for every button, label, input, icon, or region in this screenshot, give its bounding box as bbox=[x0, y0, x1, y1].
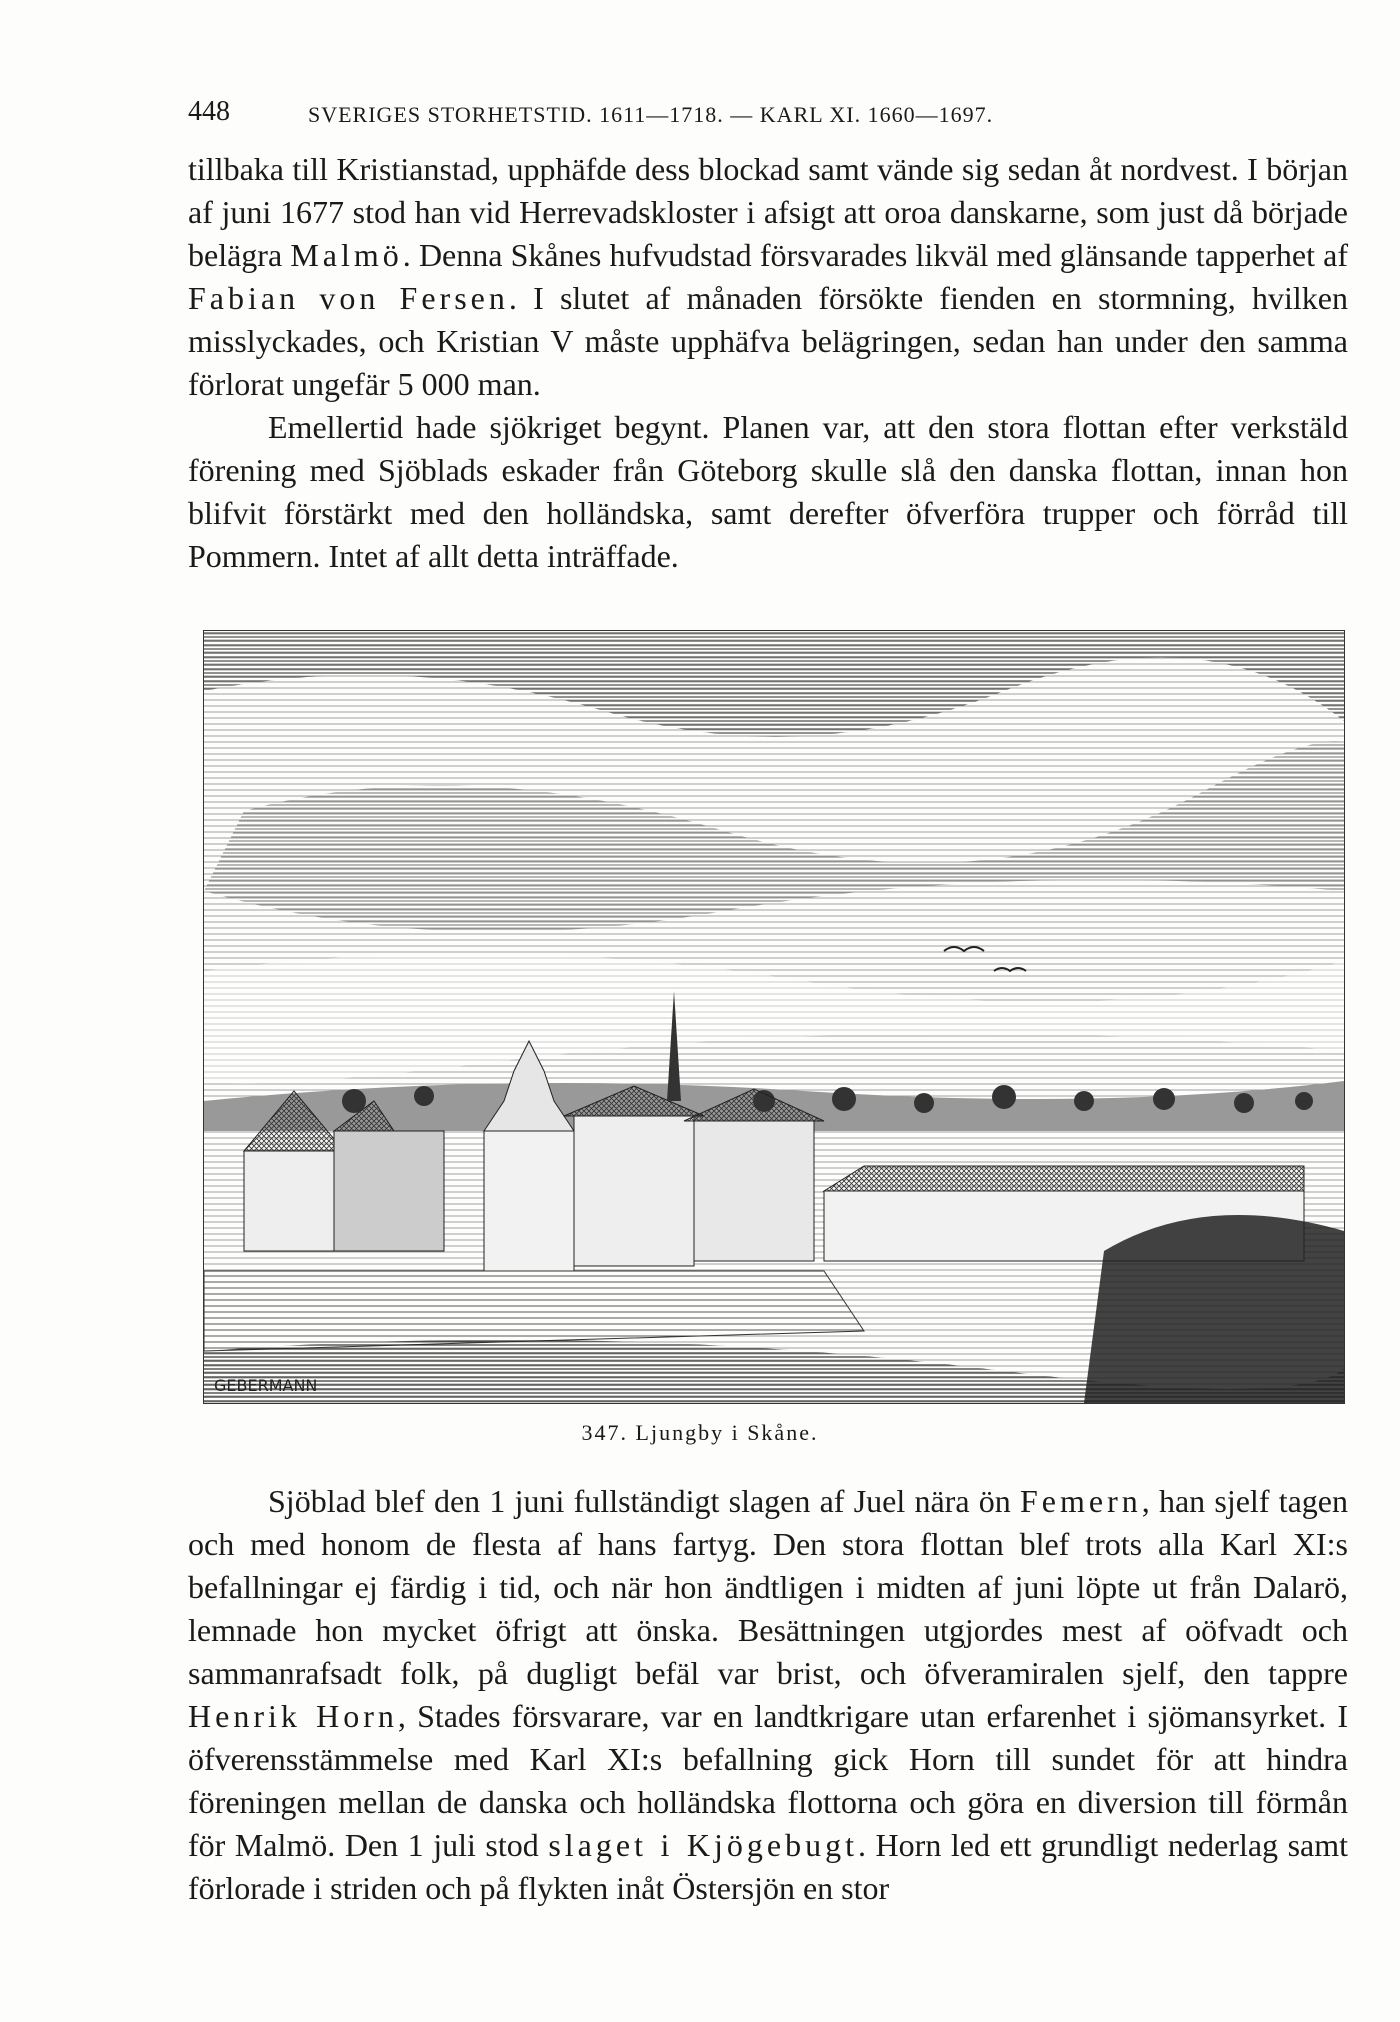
text-span: , Stades försvarare, var en landtkrigare utan erfarenhet i sjömansyrket. I öfverensstämmelse med Karl XI:s befallning gick Horn till sundet för att hindra föreningen mellan de danska och holländska flottorna och göra en diversion till förmån för Malmö. Den 1 juli stod bbox=[188, 1698, 1349, 1863]
page-number: 448 bbox=[188, 96, 230, 127]
emphasis-malmo: Malmö bbox=[290, 237, 403, 273]
paragraph-3 bbox=[188, 1480, 1348, 1910]
text-span: . Horn led ett grundligt nederlag samt förlorade i striden och på flykten inåt Östersjön en stor bbox=[188, 1827, 1349, 1906]
paragraph-1 bbox=[188, 148, 1348, 406]
text-block-top bbox=[188, 148, 1348, 578]
text-span: . Denna Skånes hufvudstad försvarades likväl med glänsande tapperhet af bbox=[402, 237, 1348, 273]
emphasis-fersen: Fabian von Fersen bbox=[188, 280, 509, 316]
paragraph-2: Emellertid hade sjökriget begynt. Planen var, att den stora flottan efter verkstäld förening med Sjöblads eskader från Göteborg skulle slå den danska flottan, innan hon blifvit förstärkt med den holländska, samt derefter öfverföra trupper och förråd till Pommern. Intet af allt detta inträffade. bbox=[188, 409, 1348, 574]
figure-caption: 347. Ljungby i Skåne. bbox=[581, 1420, 819, 1445]
emphasis-kjoge: slaget i Kjögebugt bbox=[548, 1827, 859, 1863]
text-span: Sjöblad blef den 1 juni fullständigt slagen af Juel nära ön bbox=[268, 1483, 1020, 1519]
text-span: tillbaka till Kristianstad, upphäfde dess blockad samt vände sig sedan åt nordvest. I början af juni 1677 stod han vid Herrevadskloster i afsigt att oroa danskarne, som just då började belägra bbox=[188, 151, 1348, 273]
emphasis-horn: Henrik Horn bbox=[188, 1698, 398, 1734]
engraving-ljungby bbox=[203, 630, 1345, 1404]
emphasis-femern: Femern bbox=[1019, 1483, 1142, 1519]
running-title: SVERIGES STORHETSTID. 1611—1718. — KARL XI. 1660—1697. bbox=[308, 102, 994, 127]
running-header bbox=[188, 96, 1248, 136]
text-block-bottom bbox=[188, 1480, 1348, 1910]
text-span: . I slutet af månaden försökte fienden en stormning, hvilken misslyckades, och Kristian V måste upphäfva belägringen, sedan han under den samma förlorat ungefär 5 000 man. bbox=[188, 280, 1349, 402]
engraver-signature: GEBERMANN bbox=[214, 1376, 318, 1395]
text-span: , han sjelf tagen och med honom de flesta af hans fartyg. Den stora flottan blef trots alla Karl XI:s befallningar ej färdig i tid, och när hon ändtligen i midten af juni löpte ut från Dalarö, lemnade hon mycket öfrigt att önska. Besättningen utgjordes mest af oöfvadt och sammanrafsadt folk, på dugligt befäl var brist, och öfveramiralen sjelf, den tappre bbox=[188, 1483, 1349, 1691]
